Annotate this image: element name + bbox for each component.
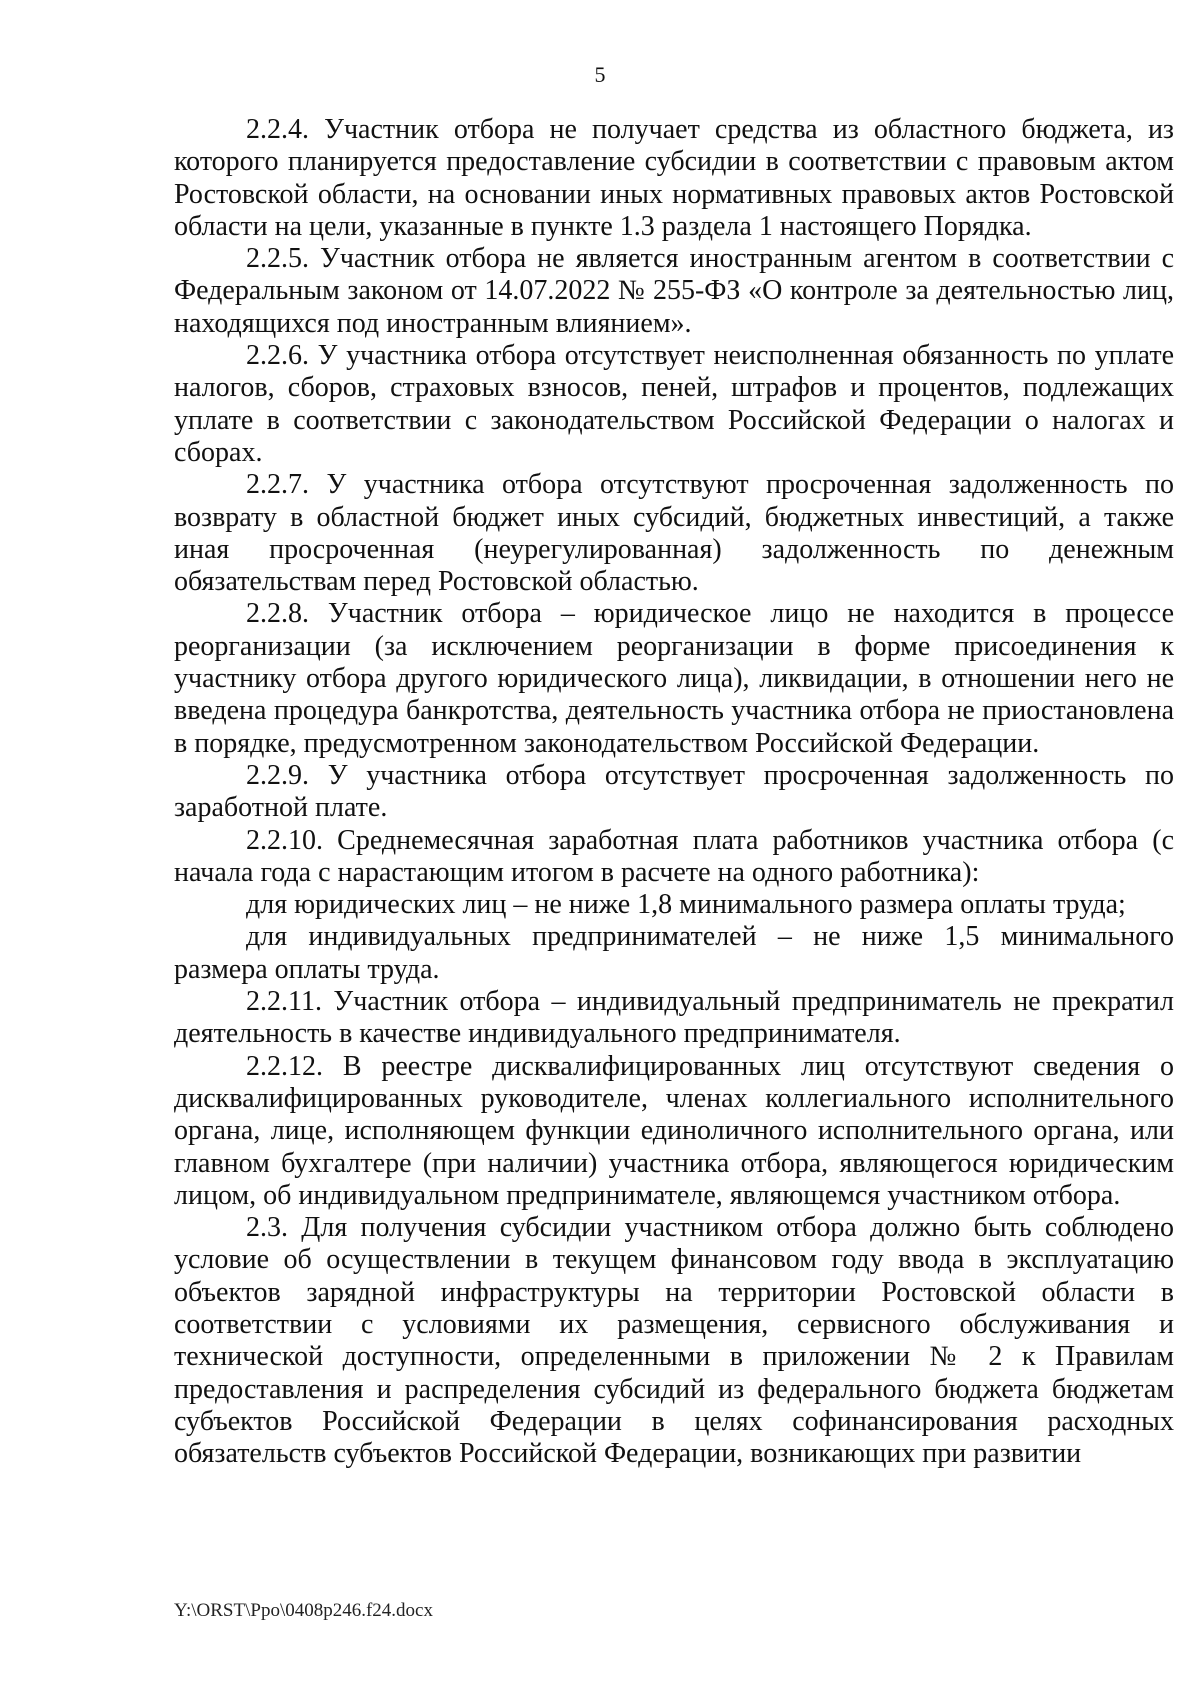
paragraph-2-2-11: 2.2.11. Участник отбора – индивидуальный предприниматель не прекратил деятельность в качестве индивидуального предпринимателя. xyxy=(174,986,1174,1050)
paragraph-2-2-9: 2.2.9. У участника отбора отсутствует просроченная задолженность по заработной плате. xyxy=(174,759,1174,824)
paragraph-2-2-12: 2.2.12. В реестре дисквалифицированных лиц отсутствуют сведения о дисквалифицированных руководителе, членах коллегиального исполнительного органа, лице, исполняющем функции единоличного исполнительного органа, или главном бухгалтере (при наличии) участника отбора, являющегося юридическим лицом, об индивидуальном предпринимателе, являющемся участником отбора. xyxy=(174,1050,1174,1211)
paragraph-legal-entities: для юридических лиц – не ниже 1,8 минимального размера оплаты труда; xyxy=(246,889,1126,921)
paragraph-2-2-5: 2.2.5. Участник отбора не является иностранным агентом в соответствии с Федеральным законом от 14.07.2022 № 255-ФЗ «О контроле за деятельностью лиц, находящихся под иностранным влиянием». xyxy=(174,243,1174,339)
paragraph-2-2-6: 2.2.6. У участника отбора отсутствует неисполненная обязанность по уплате налогов, сборов, страховых взносов, пеней, штрафов и процентов, подлежащих уплате в соответствии с законодательством Российской Федерации о налогах и сборах. xyxy=(174,340,1174,468)
paragraph-2-2-4: 2.2.4. Участник отбора не получает средства из областного бюджета, из которого планируется предоставление субсидии в соответствии с правовым актом Ростовской области, на основании иных нормативных правовых актов Ростовской области на цели, указанные в пункте 1.3 раздела 1 настоящего Порядка. xyxy=(174,114,1174,242)
paragraph-2-2-7: 2.2.7. У участника отбора отсутствуют просроченная задолженность по возврату в областной бюджет иных субсидий, бюджетных инвестиций, а также иная просроченная (неурегулированная) задолженность по денежным обязательствам перед Ростовской областью. xyxy=(174,469,1174,598)
paragraph-2-2-10: 2.2.10. Среднемесячная заработная плата работников участника отбора (с начала года с нарастающим итогом в расчете на одного работника): xyxy=(174,824,1174,888)
page-number: 5 xyxy=(594,62,606,87)
paragraph-individual-entrepreneurs: для индивидуальных предпринимателей – не ниже 1,5 минимального размера оплаты труда. xyxy=(174,921,1174,985)
document-body xyxy=(174,114,1174,1470)
footer-file-path: Y:\ORST\Ppo\0408p246.f24.docx xyxy=(174,1600,433,1621)
paragraph-2-2-8: 2.2.8. Участник отбора – юридическое лицо не находится в процессе реорганизации (за исключением реорганизации в форме присоединения к участнику отбора другого юридического лица), ликвидации, в отношении него не введена процедура банкротства, деятельность участника отбора не приостановлена в порядке, предусмотренном законодательством Российской Федерации. xyxy=(174,598,1174,759)
paragraph-2-3: 2.3. Для получения субсидии участником отбора должно быть соблюдено условие об осуществлении в текущем финансовом году ввода в эксплуатацию объектов зарядной инфраструктуры на территории Ростовской области в соответствии с условиями их размещения, сервисного обслуживания и технической доступности, определенными в приложении № 2 к Правилам предоставления и распределения субсидий из федерального бюджета бюджетам субъектов Российской Федерации в целях софинансирования расходных обязательств субъектов Российской Федерации, возникающих при развитии xyxy=(174,1212,1174,1470)
